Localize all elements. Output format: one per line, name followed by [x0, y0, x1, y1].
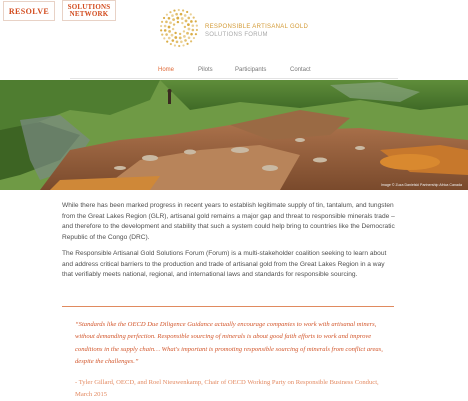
- quote-attribution: - Tyler Gillard, OECD, and Roel Nieuwenkamp, Chair of OECD Working Party on Responsible Business Conduct, March 2015: [75, 379, 379, 398]
- sunburst-logo-icon[interactable]: [158, 7, 200, 49]
- nav-contact[interactable]: Contact: [290, 67, 311, 73]
- brand-subtitle: SOLUTIONS FORUM: [205, 32, 268, 38]
- main-nav: [70, 60, 398, 79]
- resolve-logo[interactable]: [3, 1, 55, 21]
- pull-quote: “Standards like the OECD Due Diligence Guidance actually encourage companies to work with artisanal miners, without demanding perfection. Responsible sourcing of minerals is about good faith efforts to work and improve conditions in the supply chain… What's important is promoting responsible sourcing of minerals from conflict areas, despite the challenges.”: [75, 321, 383, 365]
- nav-home[interactable]: Home: [158, 67, 175, 73]
- solutions-network-logo[interactable]: [62, 0, 116, 21]
- brand-title: RESPONSIBLE ARTISANAL GOLD: [205, 24, 309, 30]
- intro-paragraph-1: While there has been marked progress in recent years to establish legitimate supply of tin, tantalum, and tungsten from the Great Lakes Region (GLR), artisanal gold remains a major gap and threat to responsible minerals trade – and therefore to the development and stability that such a system could help bring to countries like the Democratic Republic of the Congo (DRC).: [62, 202, 395, 241]
- solutions-network-logo-line2: NETWORK: [69, 9, 109, 18]
- mining-landscape-illustration: [0, 80, 468, 190]
- intro-content: [62, 201, 397, 287]
- nav-pilots[interactable]: Pilots: [198, 67, 213, 73]
- hero-image: [0, 80, 468, 190]
- section-divider: [62, 306, 394, 307]
- solutions-network-logo-line1: SOLUTIONS: [67, 2, 111, 11]
- nav-participants[interactable]: Participants: [235, 67, 267, 73]
- resolve-logo-text: RESOLVE: [8, 6, 50, 16]
- image-credit: Image © Zuza Danielski Partnership Africa Canada: [380, 183, 462, 187]
- intro-paragraph-2: The Responsible Artisanal Gold Solutions Forum (Forum) is a multi-stakeholder coalition seeking to learn about and address critical barriers to the production and trade of artisanal gold from the Great Lakes Region in a way that verifiably meets national, regional, and international laws and standards for responsible sourcing.: [62, 250, 387, 278]
- site-header: [0, 0, 468, 56]
